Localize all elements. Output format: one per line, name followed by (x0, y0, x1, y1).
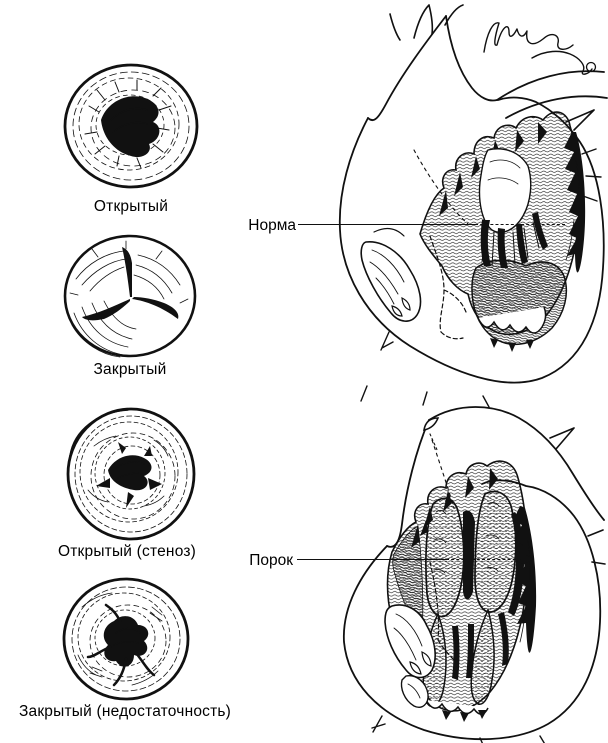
valve-open-caption: Открытый (93, 198, 169, 215)
valve-closed-insufficiency-illustration (62, 577, 190, 701)
defect-pointer-line-dashed (446, 559, 526, 560)
normal-pointer-line (298, 224, 475, 225)
defect-pointer-line (297, 559, 446, 560)
normal-label: Норма (248, 217, 296, 234)
valve-open-illustration (61, 62, 201, 190)
valve-open-stenosis-caption: Открытый (стеноз) (57, 543, 197, 560)
valve-open-stenosis-illustration (64, 406, 198, 542)
valve-closed-illustration (62, 233, 198, 359)
normal-pointer-line-dashed (475, 224, 565, 225)
valve-closed-caption: Закрытый (93, 361, 167, 378)
heart-normal-illustration (332, 0, 608, 412)
valve-closed-insufficiency-caption: Закрытый (недостаточность) (18, 703, 232, 720)
defect-pointer-arrowhead (526, 555, 534, 563)
heart-defect-illustration (330, 400, 608, 743)
artist-signature (484, 23, 596, 74)
cut-vessels-marks (390, 5, 463, 40)
defect-label: Порок (249, 552, 293, 569)
